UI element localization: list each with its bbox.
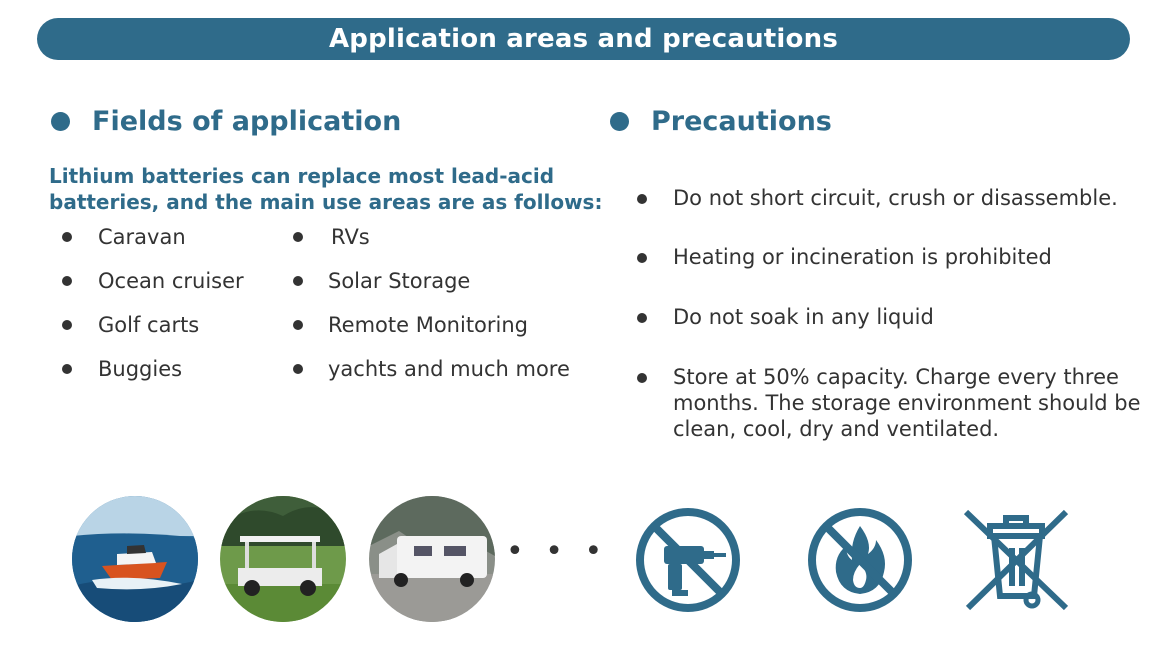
- bullet-icon: [293, 364, 303, 374]
- precaution-text-line3: clean, cool, dry and ventilated.: [673, 417, 1000, 441]
- bullet-icon: [62, 320, 72, 330]
- banner-title: Application areas and precautions: [328, 24, 838, 54]
- no-fire-icon: [806, 506, 914, 618]
- more-indicator: • • •: [506, 534, 609, 569]
- list-item: [62, 313, 199, 337]
- list-item: [293, 357, 570, 381]
- golf-cart-photo: [220, 496, 346, 622]
- precaution-text: Do not short circuit, crush or disassemble.: [673, 186, 1118, 210]
- fields-heading: [51, 106, 401, 137]
- precaution-text-line2: months. The storage environment should be: [673, 391, 1141, 415]
- boat-photo: [72, 496, 198, 622]
- list-item-text: Ocean cruiser: [98, 269, 244, 293]
- precaution-item: [637, 304, 1147, 330]
- fields-heading-text: Fields of application: [92, 106, 402, 137]
- list-item: [293, 225, 370, 249]
- bullet-icon: [62, 364, 72, 374]
- bullet-icon: [293, 276, 303, 286]
- rv-photo: [369, 496, 495, 622]
- list-item-text: RVs: [331, 225, 370, 249]
- bullet-icon: [637, 194, 647, 204]
- list-item-text: Golf carts: [98, 313, 200, 337]
- bullet-icon: [637, 373, 647, 383]
- bullet-icon: [637, 253, 647, 263]
- bullet-icon: [62, 232, 72, 242]
- no-drill-icon: [634, 506, 742, 618]
- bullet-icon: [637, 313, 647, 323]
- list-item: [62, 269, 244, 293]
- list-item: [62, 225, 186, 249]
- fields-intro: [49, 163, 603, 215]
- list-item-text: yachts and much more: [328, 357, 570, 381]
- precaution-text-line1: Store at 50% capacity. Charge every three: [673, 365, 1119, 389]
- list-item-text: Remote Monitoring: [328, 313, 529, 337]
- bullet-icon: [293, 320, 303, 330]
- precaution-text: Do not soak in any liquid: [673, 305, 934, 329]
- fields-intro-line1: Lithium batteries can replace most lead-acid: [49, 164, 555, 188]
- bullet-icon: [293, 232, 303, 242]
- precautions-heading: [610, 106, 832, 137]
- bullet-icon: [62, 276, 72, 286]
- heading-bullet-icon: [51, 112, 70, 131]
- heading-bullet-icon: [610, 112, 629, 131]
- list-item-text: Solar Storage: [328, 269, 471, 293]
- precaution-item: [637, 244, 1147, 270]
- page-banner: [37, 18, 1130, 60]
- list-item-text: Caravan: [98, 225, 186, 249]
- list-item: [62, 357, 182, 381]
- list-item: [293, 313, 528, 337]
- precaution-item: [637, 185, 1147, 211]
- precaution-item: [637, 364, 1147, 442]
- precaution-text: Heating or incineration is prohibited: [673, 245, 1052, 269]
- fields-intro-line2: batteries, and the main use areas are as follows:: [49, 190, 603, 214]
- precautions-heading-text: Precautions: [651, 106, 832, 137]
- list-item-text: Buggies: [98, 357, 183, 381]
- list-item: [293, 269, 470, 293]
- no-bin-icon: [962, 508, 1072, 616]
